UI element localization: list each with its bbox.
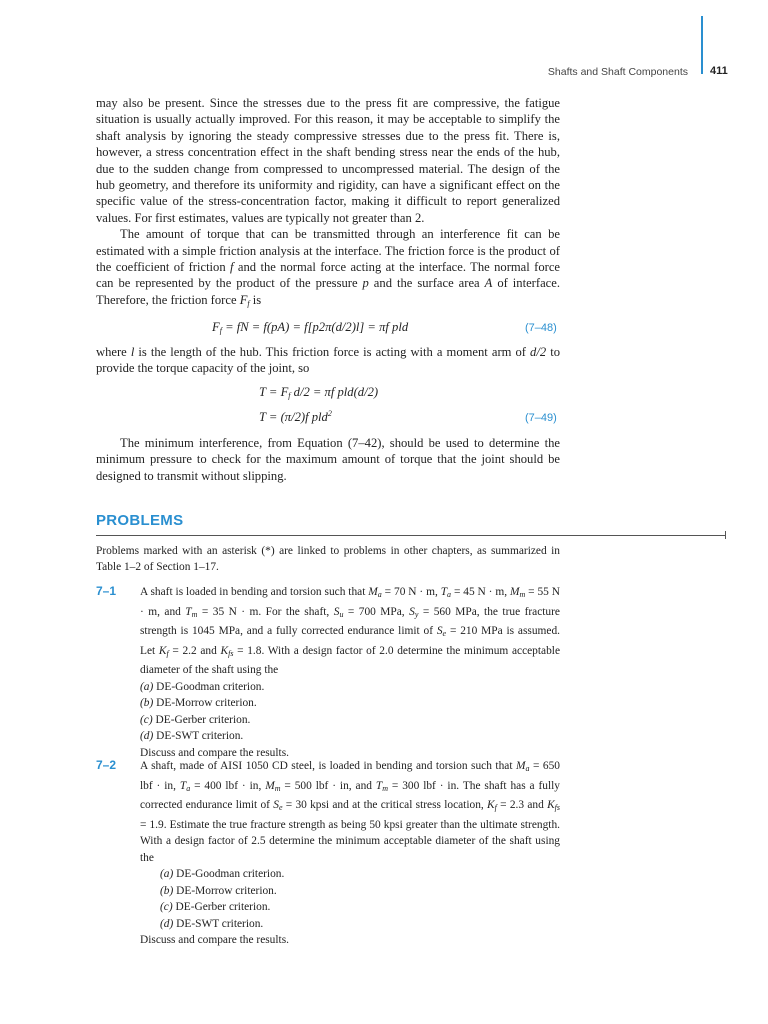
- var-d2: d/2: [530, 345, 547, 359]
- body-text-mid: [96, 344, 560, 377]
- problem-7-1-option-c: (c) DE-Gerber criterion.: [140, 713, 251, 726]
- equation-number-7-49: (7–49): [525, 412, 557, 424]
- equation-7-48: $F_f$ = fN = f(pA) = f[p2π(d/2)l] = πf pld: [212, 320, 409, 335]
- problems-intro: Problems marked with an asterisk (*) are linked to problems in other chapters, as summarized in Table 1–2 of Section 1–17.: [96, 545, 560, 573]
- p2-text-d: of interface. Therefore, the friction force: [96, 276, 560, 307]
- problem-7-1-statement: A shaft is loaded in bending and torsion such that $M_a = 70$ N · m, $T_a = 45$ N · m, $M_m = 55$ N · m, and $T_m = 35$ N · m. For the shaft, $S_u = 700$ MPa, $S_y = 560$ MPa, the true fracture strength is 1045 MPa, and a fully corrected endurance limit of $S_e = 210$ MPa is assumed. Let $K_f = 2.2$ and $K_{fs} = 1.8$. With a design factor of 2.0 determine the minimum acceptable diameter of the shaft using the: [140, 586, 561, 676]
- problem-7-1-option-b: (b) DE-Morrow criterion.: [140, 697, 257, 709]
- p2-text-b: and the normal force acting at the interface. The normal force can be represented by the product of the pressure: [96, 260, 560, 291]
- body-text-top: [96, 95, 560, 312]
- header-rule: [701, 16, 703, 74]
- paragraph-1: may also be present. Since the stresses due to the press fit are compressive, the fatigue situation is usually actually improved. For this reason, it may be acceptable to simplify the shaft analysis by ignoring the steady compressive stresses due to the press fit. There is, however, a stress concentration effect in the shaft bending stress near the ends of the hub, due to the sudden change from compressed to uncompressed material. The design of the hub geometry, and therefore its uniformity and rigidity, can have a significant effect on the specific value of the stress-concentration factor, making it difficult to report generalized values. For first estimates, values are typically not greater than 2.: [96, 96, 560, 225]
- problem-7-1-option-d: (d) DE-SWT criterion.: [140, 730, 244, 742]
- var-A: A: [484, 276, 493, 291]
- problem-7-1-option-a: (a) DE-Goodman criterion.: [140, 680, 265, 693]
- running-head: Shafts and Shaft Components: [547, 66, 688, 78]
- equation-number-7-48: (7–48): [525, 322, 557, 334]
- paragraph-4: The minimum interference, from Equation (7–42), should be used to determine the minimum pressure to check for the maximum amount of torque that the joint should be designed to transmit without slipping.: [96, 436, 560, 483]
- section-rule-end-tick: [725, 531, 726, 539]
- page-number: 411: [710, 65, 728, 77]
- p2-text-e: is: [249, 292, 262, 307]
- problem-7-2-closing: Discuss and compare the results.: [140, 934, 289, 946]
- section-title-problems: PROBLEMS: [96, 512, 184, 529]
- equation-7-49a: $T = F_f$ d/2 = πf pld(d/2): [259, 385, 379, 400]
- body-text-bottom: [96, 435, 560, 484]
- paragraph-3: where l is the length of the hub. This friction force is acting with a moment arm of d/2 to provide the torque capacity of the joint, so: [96, 345, 560, 376]
- problem-7-2: [140, 758, 560, 949]
- problem-number-7-1: 7–1: [96, 584, 117, 598]
- problem-7-2-option-b: (b) DE-Morrow criterion.: [160, 884, 277, 897]
- paragraph-2: [96, 226, 560, 312]
- problem-7-2-option-d: (d) DE-SWT criterion.: [160, 917, 264, 930]
- section-rule: [96, 535, 726, 536]
- p2-text-a: The amount of torque that can be transmitted through an interference fit can be estimated with a simple friction analysis at the interface. The friction force is the product of the coefficient of friction: [96, 227, 560, 275]
- problem-7-1-closing: Discuss and compare the results.: [140, 746, 289, 759]
- equation-7-49b: T = (π/2)f pld$^2$: [259, 409, 332, 424]
- var-p: p: [362, 276, 369, 291]
- problem-7-2-option-c: (c) DE-Gerber criterion.: [160, 901, 271, 913]
- problem-number-7-2: 7–2: [96, 758, 117, 772]
- var-Ff: $F_f$: [239, 292, 250, 308]
- var-f: f: [230, 260, 234, 275]
- problem-7-2-option-a: (a) DE-Goodman criterion.: [160, 868, 285, 880]
- problem-7-2-statement: A shaft, made of AISI 1050 CD steel, is loaded in bending and torsion such that $M_a = 650$ lbf · in, $T_a = 400$ lbf · in, $M_m = 500$ lbf · in, and $T_m = 300$ lbf · in. The shaft has a fully corrected endurance limit of $S_e = 30$ kpsi and at the critical stress location, $K_f = 2.3$ and $K_{fs} = 1.9$. Estimate the true fracture strength as being 50 kpsi greater than the ultimate strength. With a design factor of 2.5 determine the minimum acceptable diameter of the shaft using the: [140, 760, 561, 864]
- p2-text-c: and the surface area: [368, 276, 485, 291]
- var-l: l: [130, 345, 135, 359]
- problem-7-1: [140, 584, 560, 761]
